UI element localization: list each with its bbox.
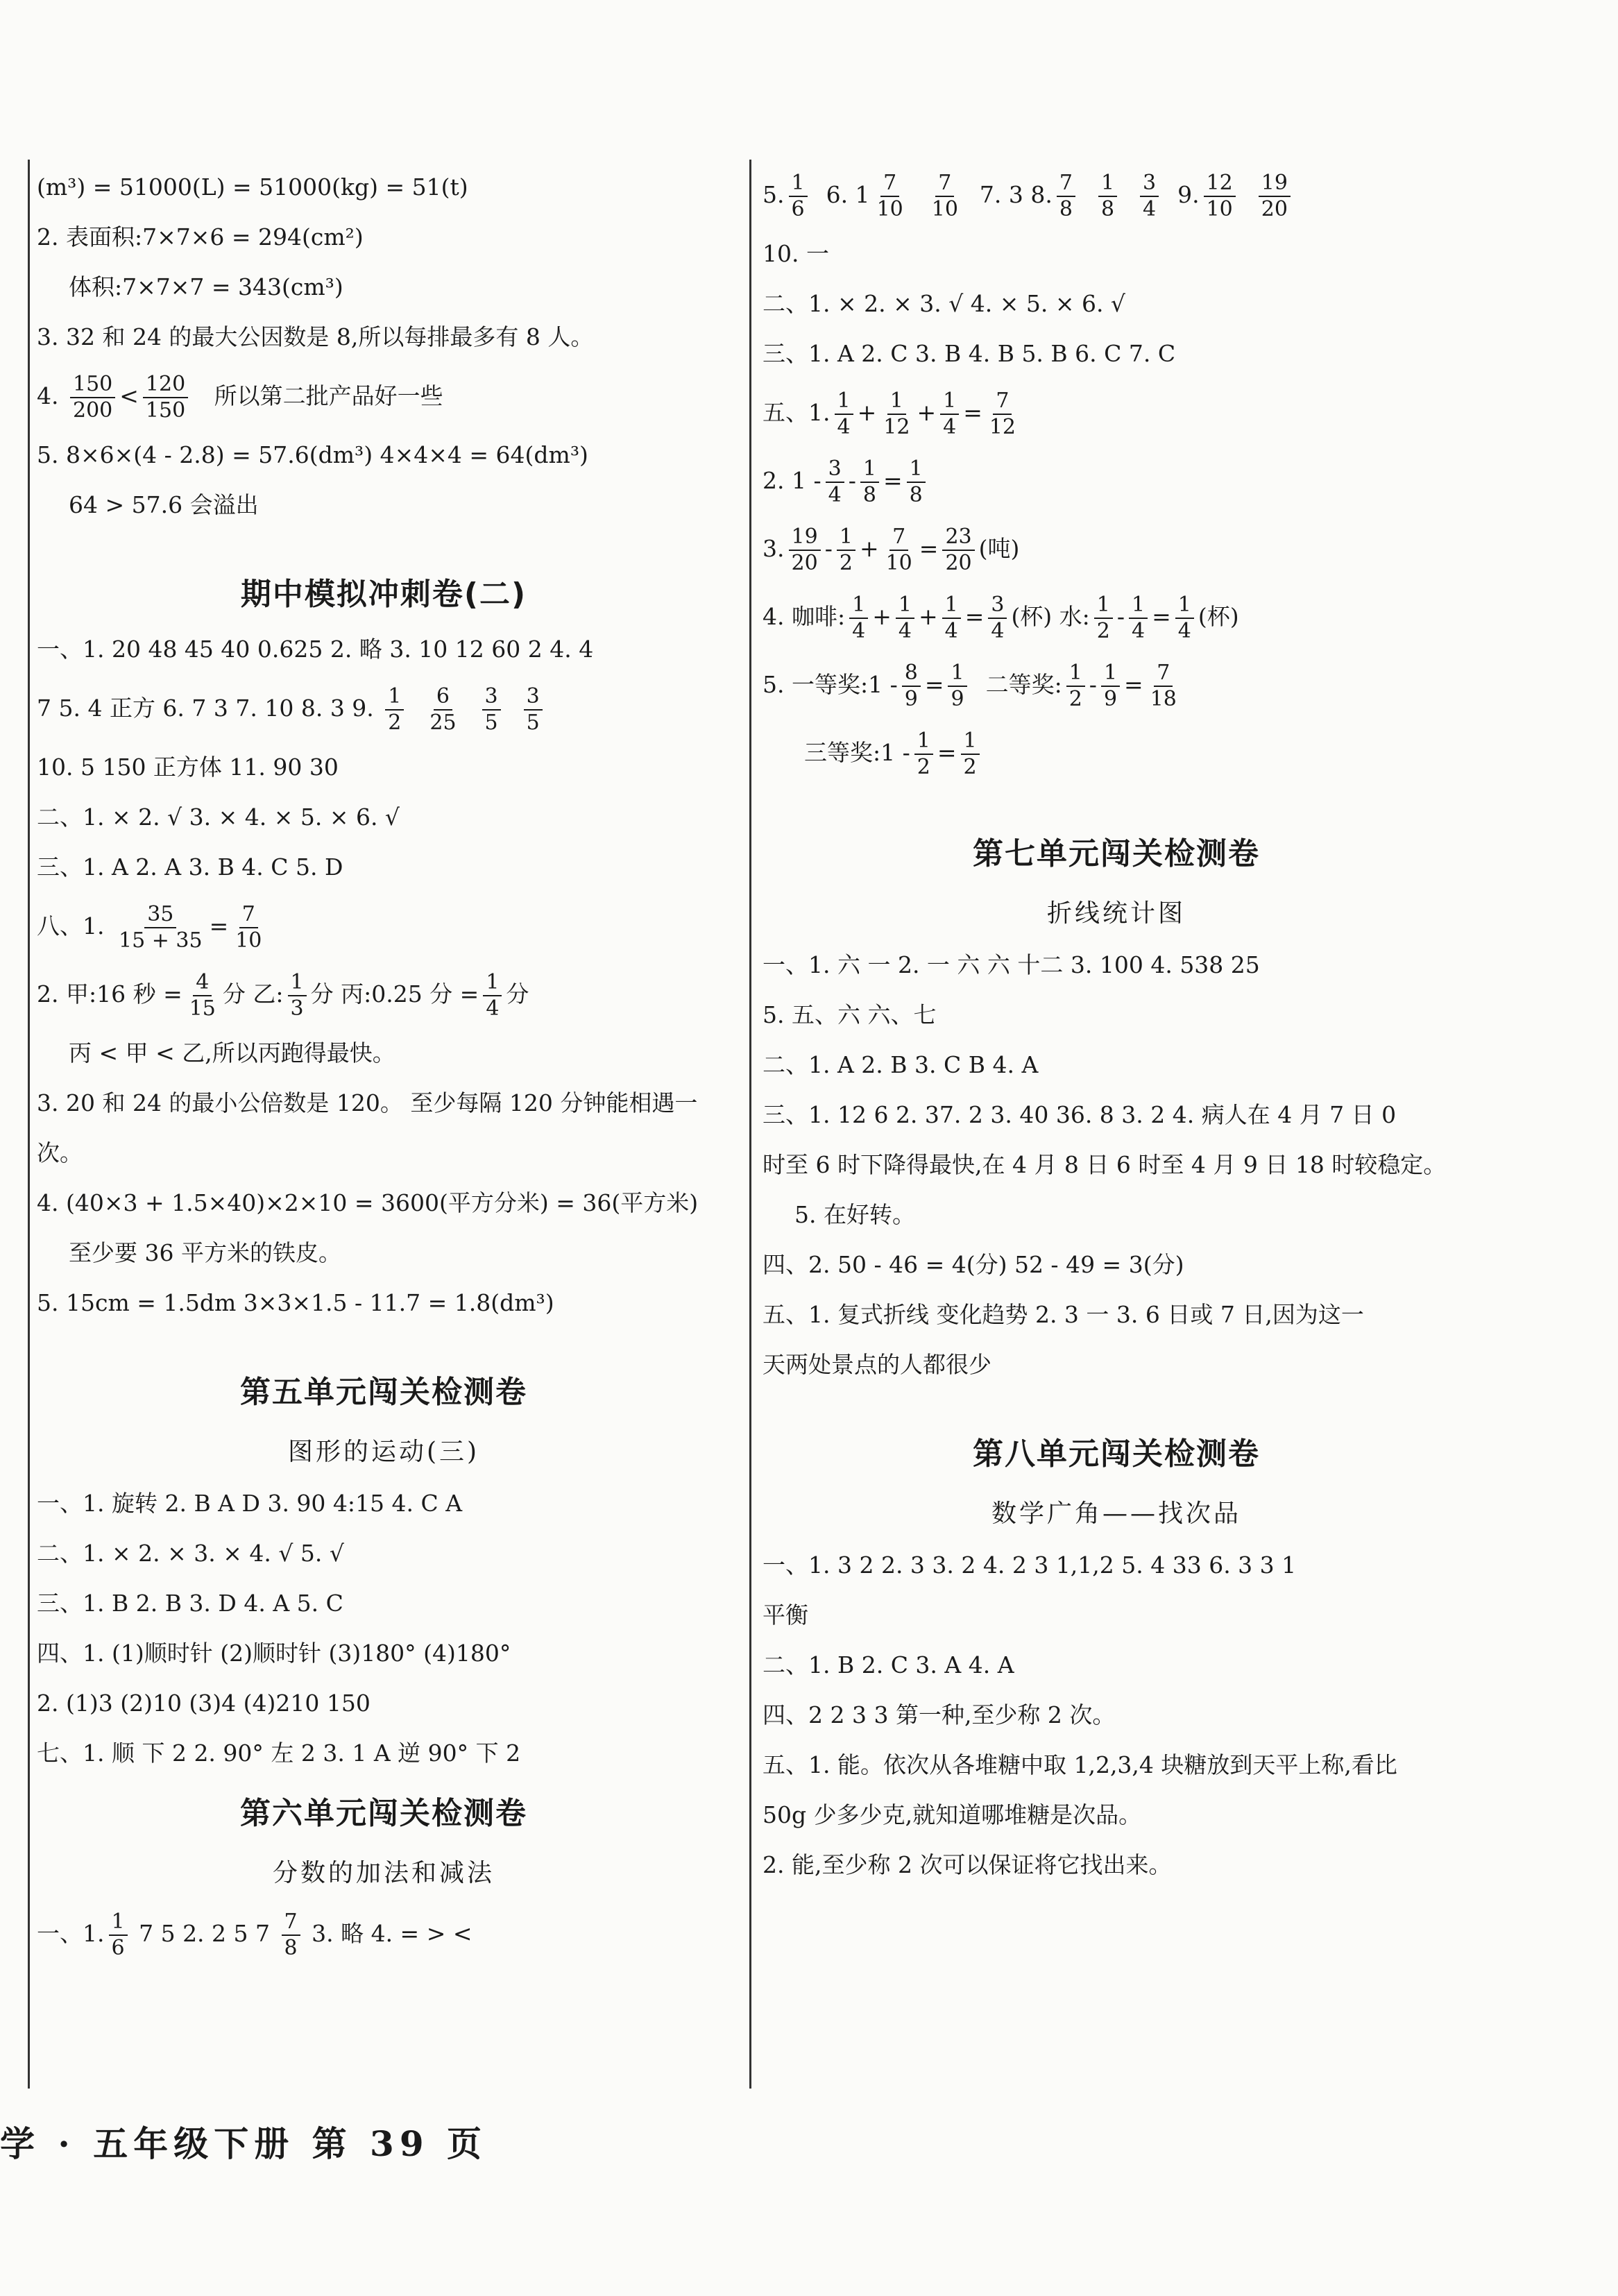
- answer-line: 一、1. $\frac{1}{6}$ 7 5 2. 2 5 7 $\frac{7}{8}$ 3. 略 4. = > <: [37, 1910, 472, 1960]
- right-column: [749, 160, 1470, 2089]
- answer-line: 三、1. A 2. A 3. B 4. C 5. D: [37, 853, 343, 881]
- answer-line: 一、1. 20 48 45 40 0.625 2. 略 3. 10 12 60 2 4. 4: [37, 636, 594, 663]
- section-title: 第五单元闯关检测卷: [240, 1375, 527, 1410]
- answer-line: 二、1. × 2. √ 3. × 4. × 5. × 6. √: [37, 803, 400, 831]
- section-subtitle: 数学广角——找次品: [991, 1499, 1241, 1528]
- answer-line: 二、1. × 2. × 3. √ 4. × 5. × 6. √: [763, 290, 1125, 317]
- answer-line: 七、1. 顺 下 2 2. 90° 左 2 3. 1 A 逆 90° 下 2: [37, 1740, 521, 1767]
- left-column: [28, 160, 731, 2089]
- answer-line: 二、1. B 2. C 3. A 4. A: [763, 1651, 1014, 1678]
- answer-line: 三、1. 12 6 2. 37. 2 3. 40 36. 8 3. 2 4. 病人在 4 月 7 日 0: [763, 1101, 1397, 1128]
- answer-line: 一、1. 旋转 2. B A D 3. 90 4:15 4. C A: [37, 1490, 463, 1517]
- answer-line: 10. 5 150 正方体 11. 90 30: [37, 754, 339, 781]
- answer-line: 3. $\frac{19}{20}$ - $\frac{1}{2}$ + $\frac{7}{10}$ = $\frac{23}{20}$ (吨): [763, 525, 1020, 575]
- answer-line: 5. 一等奖:1 - $\frac{8}{9}$ = $\frac{1}{9}$ 二等奖: $\frac{1}{2}$ - $\frac{1}{9}$ = $\frac{7}{18}$: [763, 661, 1177, 711]
- section-subtitle: 折线统计图: [1046, 899, 1186, 928]
- answer-line: 2. (1)3 (2)10 (3)4 (4)210 150: [37, 1690, 371, 1717]
- answer-line: 2. 能,至少称 2 次可以保证将它找出来。: [763, 1851, 1172, 1878]
- answer-line: 2. 1 - $\frac{3}{4}$ - $\frac{1}{8}$ = $\frac{1}{8}$: [763, 457, 1470, 508]
- answer-line: 丙 < 甲 < 乙,所以丙跑得最快。: [69, 1039, 395, 1066]
- answer-line: 五、1. 能。依次从各堆糖中取 1,2,3,4 块糖放到天平上称,看比: [763, 1751, 1397, 1778]
- answer-line: 50g 少多少克,就知道哪堆糖是次品。: [763, 1801, 1142, 1828]
- answer-line: 五、1. $\frac{1}{4}$ + $\frac{1}{12}$ + $\frac{1}{4}$ = $\frac{7}{12}$: [763, 389, 1016, 439]
- answer-line: 五、1. 复式折线 变化趋势 2. 3 一 3. 6 日或 7 日,因为这一: [763, 1301, 1364, 1328]
- answer-line: 四、2. 50 - 46 = 4(分) 52 - 49 = 3(分): [763, 1251, 1184, 1278]
- section-subtitle: 图形的运动(三): [287, 1438, 480, 1466]
- answer-line: 5. 15cm = 1.5dm 3×3×1.5 - 11.7 = 1.8(dm³): [37, 1289, 554, 1316]
- answer-line: (m³) = 51000(L) = 51000(kg) = 51(t): [37, 173, 468, 201]
- answer-line: 三、1. A 2. C 3. B 4. B 5. B 6. C 7. C: [763, 340, 1176, 367]
- answer-line: 4. $\frac{150}{200}$ < $\frac{120}{150}$ 所以第二批产品好一些: [37, 372, 443, 423]
- answer-line: 时至 6 时下降得最快,在 4 月 8 日 6 时至 4 月 9 日 18 时较稳定。: [763, 1151, 1447, 1178]
- answer-line: 至少要 36 平方米的铁皮。: [69, 1239, 341, 1266]
- answer-line: 一、1. 六 一 2. 一 六 六 十二 3. 100 4. 538 25: [763, 951, 1260, 978]
- answer-line: 天两处景点的人都很少: [763, 1351, 991, 1378]
- section-subtitle: 分数的加法和减法: [272, 1859, 495, 1887]
- answer-line: 三、1. B 2. B 3. D 4. A 5. C: [37, 1590, 343, 1617]
- section-title: 第八单元闯关检测卷: [973, 1436, 1260, 1472]
- fraction: $\frac{150}{200}$: [70, 372, 115, 423]
- answer-line: 三等奖:1 - $\frac{1}{2}$ = $\frac{1}{2}$: [763, 729, 1470, 780]
- answer-line: 3. 32 和 24 的最大公因数是 8,所以每排最多有 8 人。: [37, 323, 594, 350]
- answer-line: 64 > 57.6 会溢出: [69, 491, 259, 518]
- answer-line: 5. 五、六 六、七: [763, 1001, 937, 1028]
- answer-line: 4. (40×3 + 1.5×40)×2×10 = 3600(平方分米) = 36(平方米): [37, 1189, 699, 1216]
- answer-line: 7 5. 4 正方 6. 7 3 7. 10 8. 3 9. $\frac{1}{2}$ $\frac{6}{25}$ $\frac{3}{5}$ $\frac{3}{5}$: [37, 684, 731, 735]
- answer-line: 二、1. A 2. B 3. C B 4. A: [763, 1051, 1039, 1078]
- answer-line: 四、1. (1)顺时针 (2)顺时针 (3)180° (4)180°: [37, 1640, 511, 1667]
- answer-line: 10. 一: [763, 240, 829, 267]
- answer-line: 一、1. 3 2 2. 3 3. 2 4. 2 3 1,1,2 5. 4 33 6. 3 3 1: [763, 1551, 1297, 1579]
- answer-line: 4. 咖啡: $\frac{1}{4}$ + $\frac{1}{4}$ + $\frac{1}{4}$ = $\frac{3}{4}$ (杯) 水: $\frac{1}{2}$ - $\frac{1}{4}$ = $\frac{1}{4}$ (杯): [763, 593, 1239, 643]
- answer-line: 平衡: [763, 1601, 808, 1629]
- answer-line: 八、1. $\frac{35}{15 + 35}$ = $\frac{7}{10}$: [37, 902, 262, 953]
- answer-line: 5. 在好转。: [794, 1201, 915, 1228]
- fraction: $\frac{120}{150}$: [143, 372, 188, 423]
- answer-line: 5. 8×6×(4 - 2.8) = 57.6(dm³) 4×4×4 = 64(dm³): [37, 441, 588, 468]
- answer-line: 四、2 2 3 3 第一种,至少称 2 次。: [763, 1701, 1116, 1728]
- answer-line: 2. 甲:16 秒 = $\frac{4}{15}$ 分 乙: $\frac{1}{3}$ 分 丙:0.25 分 = $\frac{1}{4}$ 分: [37, 970, 529, 1021]
- answer-line: 二、1. × 2. × 3. × 4. √ 5. √: [37, 1540, 344, 1567]
- answer-line: 2. 表面积:7×7×6 = 294(cm²): [37, 223, 364, 250]
- answer-line: 5. $\frac{1}{6}$ 6. 1 $\frac{7}{10}$ $\frac{7}{10}$ 7. 3 8. $\frac{7}{8}$ $\frac{1}{8}$ $\frac{3}{4}$ 9. $\frac{12}{10}$ $\frac{19}{20}$: [763, 171, 1470, 222]
- section-title: 第七单元闯关检测卷: [973, 836, 1260, 871]
- page-footer: 学 · 五年级下册 第 39 页: [0, 2123, 488, 2164]
- answer-line: 体积:7×7×7 = 343(cm³): [69, 273, 343, 300]
- section-title: 期中模拟冲刺卷(二): [240, 577, 527, 612]
- answer-line: 次。: [37, 1139, 83, 1166]
- answer-line: 3. 20 和 24 的最小公倍数是 120。 至少每隔 120 分钟能相遇一: [37, 1089, 698, 1116]
- section-title: 第六单元闯关检测卷: [240, 1796, 527, 1831]
